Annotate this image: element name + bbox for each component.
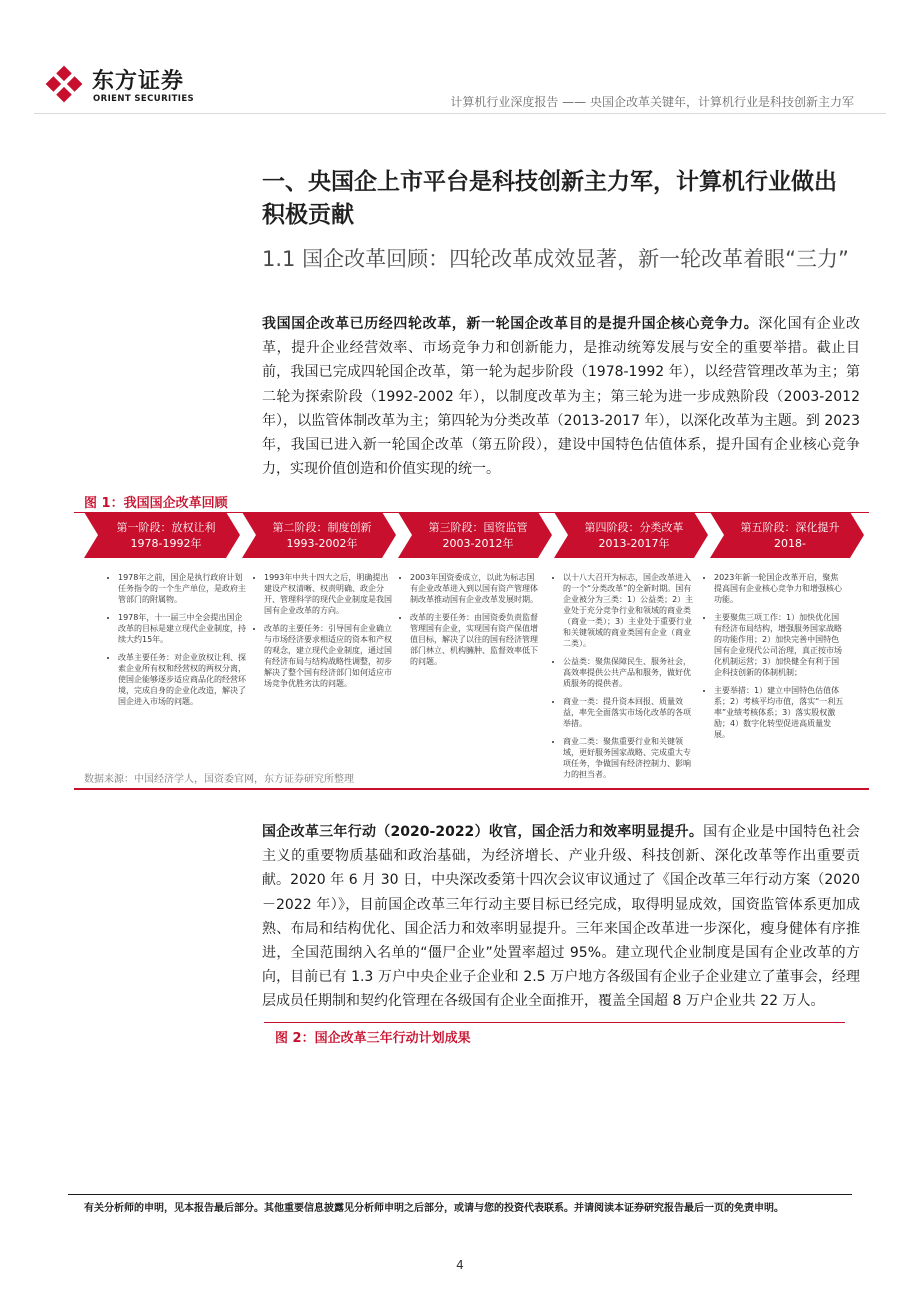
stage-note-item: • 以十八大召开为标志，国企改革进入的一个“分类改革”的全新时期。国有企业被分为三类：1）公益类；2）主业处于充分竞争行业和领域的商业类（商业一类）；3）主业处于重要行业和关键领域的商业类国有企业（商业二类）。: [563, 572, 695, 649]
stage-note-item: • 改革的主要任务：由国资委负责监督管理国有企业，实现国有资产保值增值目标，解决了以往的国有经济管理部门林立、机构臃肿、监督效率低下的问题。: [410, 612, 542, 667]
stage-note-item: • 商业二类：聚焦重要行业和关键领域，更好服务国家战略、完成重大专项任务，争做国有经济控制力、影响力的担当者。: [563, 736, 695, 780]
stage4-notes: [553, 572, 695, 787]
stage-period-3: 2003-2012年: [442, 537, 514, 550]
paragraph-three-year-action: [262, 820, 860, 1014]
stage1-notes: [108, 572, 250, 714]
footer-disclaimer: 有关分析师的申明，见本报告最后部分。其他重要信息披露见分析师申明之后部分，或请与您的投资代表联系。并请阅读本证券研究报告最后一页的免责申明。: [84, 1203, 784, 1214]
header-divider: [34, 113, 886, 114]
section-heading: 一、央国企上市平台是科技创新主力军，计算机行业做出积极贡献: [262, 169, 837, 228]
paragraph-lead: 我国国企改革已历经四轮改革，新一轮国企改革目的是提升国企核心竞争力。: [262, 316, 759, 332]
stage-note-item: • 主要举措：1）建立中国特色估值体系；2）考核平均市值，落实“一利五率”业绩考核体系；3）落实股权激励；4）数字化转型促进高质量发展。: [714, 685, 846, 740]
stage-note-item: • 2003年国资委成立，以此为标志国有企业改革进入到以国有资产管理体制改革推动国有企业改革发展时期。: [410, 572, 542, 605]
stage-note-item: • 公益类：聚焦保障民生、服务社会，高效率提供公共产品和服务，做好优质服务的提供者。: [563, 656, 695, 689]
figure1-bottom-rule: [74, 788, 869, 790]
stage-period-2: 1993-2002年: [286, 537, 358, 550]
stage-period-4: 2013-2017年: [598, 537, 670, 550]
stage5-notes: [704, 572, 846, 747]
stage-arrow-5: [710, 512, 864, 558]
stage3-notes: [400, 572, 542, 674]
figure2-top-rule: [264, 1022, 845, 1023]
reform-stages-arrows: [84, 512, 864, 558]
stage-note-item: • 1978年，十一届三中全会提出国企改革的目标是建立现代企业制度，持续大约15年。: [118, 612, 250, 645]
paragraph-reform-history: [262, 312, 860, 481]
stage-name-1: 第一阶段：放权让利: [116, 521, 216, 534]
stage-name-5: 第五阶段：深化提升: [740, 521, 840, 534]
figure1-title: 图 1：我国国企改革回顾: [84, 496, 228, 511]
stage-arrow-2: [242, 512, 396, 558]
stage-note-item: • 改革主要任务：对企业放权让利、探索企业所有权和经营权的两权分离，使国企能够逐步适应商品化的经营环境，完成自身的企业化改造，解决了国企进入市场的问题。: [118, 652, 250, 707]
stage-note-item: • 改革的主要任务：引导国有企业确立与市场经济要求相适应的资本和产权的观念，建立现代企业制度，通过国有经济布局与结构战略性调整，初步解决了整个国有经济部门如何适应市场竞争优胜劣汰的问题。: [264, 623, 396, 689]
paragraph-body: 深化国有企业改革，提升企业经营效率、市场竞争力和创新能力，是推动统筹发展与安全的重要举措。截止目前，我国已完成四轮国企改革，第一轮为起步阶段（1978-1992 年），以经营管理改革为主；第二轮为探索阶段（1992-2002 年），以制度改革为主；第三轮为进一步成熟阶段（2003-2012 年），以监管体制改革为主；第四轮为分类改革（2013-2017 年），以深化改革为主题。到 2023 年，我国已进入新一轮国企改革（第五阶段），建设中国特色估值体系，提升国有企业核心竞争力，实现价值创造和价值实现的统一。: [262, 316, 861, 478]
figure1-source: 数据来源：中国经济学人，国资委官网，东方证券研究所整理: [84, 774, 354, 785]
figure2-title: 图 2：国企改革三年行动计划成果: [275, 1031, 471, 1046]
stage-note-item: • 主要聚焦三项工作：1）加快优化国有经济布局结构，增强服务国家战略的功能作用；2）加快完善中国特色国有企业现代公司治理，真正按市场化机制运营；3）加快健全有利于国企科技创新的体制机制；: [714, 612, 846, 678]
stage2-notes: [254, 572, 396, 696]
stage-period-1: 1978-1992年: [130, 537, 202, 550]
subsection-heading: 1.1 国企改革回顾：四轮改革成效显著，新一轮改革着眼“三力”: [262, 247, 849, 271]
stage-name-4: 第四阶段：分类改革: [584, 521, 684, 534]
stage-note-item: • 2023年新一轮国企改革开启，聚焦提高国有企业核心竞争力和增强核心功能。: [714, 572, 846, 605]
stage-arrow-4: [554, 512, 708, 558]
footer-divider: [68, 1194, 852, 1195]
brand-name-en: ORIENT SECURITIES: [93, 94, 195, 104]
stage-period-5: 2018-: [774, 537, 806, 550]
orient-logo-icon: [44, 64, 84, 104]
report-header-title: 计算机行业深度报告 —— 央国企改革关键年，计算机行业是科技创新主力军: [450, 95, 854, 109]
brand-name-cn: 东方证券: [92, 69, 185, 94]
stage-arrow-1: [84, 512, 240, 558]
stage-note-item: • 1993年中共十四大之后，明确提出建设产权清晰、权责明确、政企分开、管理科学的现代企业制度是我国国有企业改革的方向。: [264, 572, 396, 616]
stage-name-2: 第二阶段：制度创新: [272, 521, 372, 534]
stage-arrow-3: [398, 512, 552, 558]
paragraph-lead: 国企改革三年行动（2020-2022）收官，国企活力和效率明显提升。: [262, 824, 704, 840]
stage-name-3: 第三阶段：国资监管: [428, 521, 528, 534]
page-number: 4: [456, 1258, 464, 1272]
stage-note-item: • 1978年之前，国企是执行政府计划任务指令的一个生产单位，是政府主管部门的附属物。: [118, 572, 250, 605]
stage-note-item: • 商业一类：提升资本回报、质量效益，率先全面落实市场化改革的各项举措。: [563, 696, 695, 729]
paragraph-body: 国有企业是中国特色社会主义的重要物质基础和政治基础，为经济增长、产业升级、科技创新、深化改革等作出重要贡献。2020 年 6 月 30 日，中央深改委第十四次会议审议通过了《国企改革三年行动方案（2020－2022 年）》，目前国企改革三年行动主要目标已经完成，取得明显成效，国资监管体系更加成熟、布局和结构优化、国企活力和效率明显提升。三年来国企改革进一步深化，瘦身健体有序推进，全国范围纳入名单的“僵尸企业”处置率超过 95%。建立现代企业制度是国有企业改革的方向，目前已有 1.3 万户中央企业子企业和 2.5 万户地方各级国有企业子企业建立了董事会，经理层成员任期制和契约化管理在各级国有企业全面推开，覆盖全国超 8 万户企业共 22 万人。: [262, 824, 861, 1010]
